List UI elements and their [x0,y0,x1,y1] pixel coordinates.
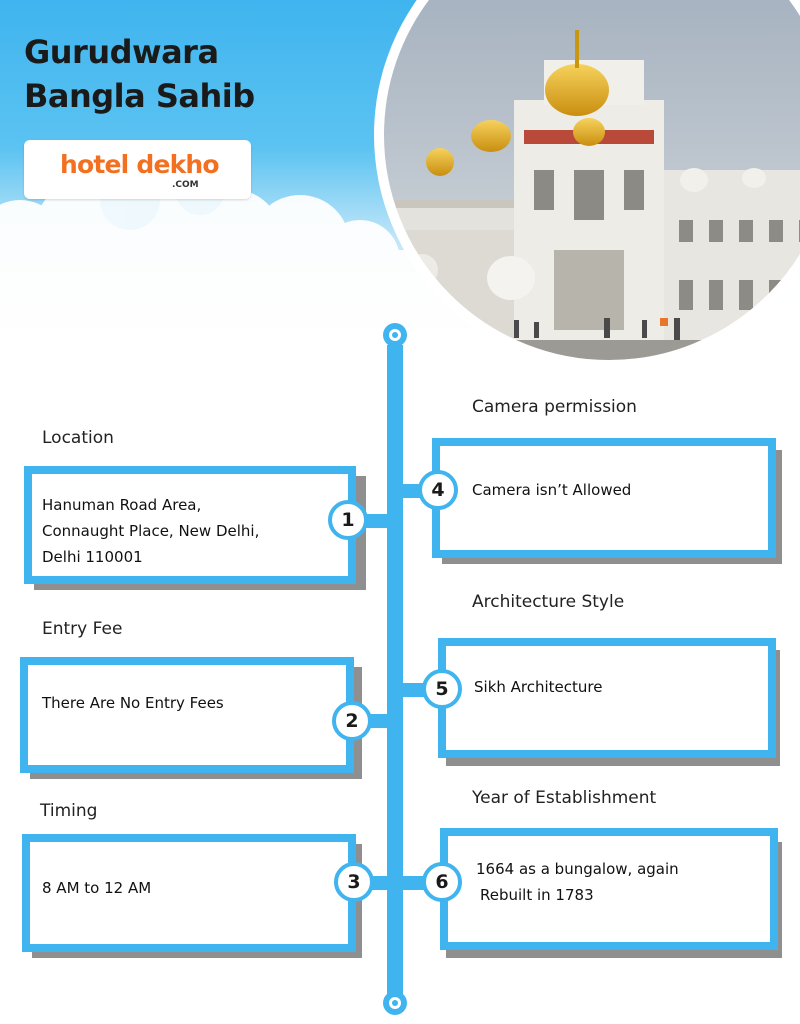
card-text-year [476,856,679,908]
logo-suffix-text: .COM [172,180,199,190]
label-architecture-style: Architecture Style [472,592,625,612]
architecture-line-1: Sikh Architecture [474,678,603,696]
badge-5: 5 [422,669,462,709]
badge-6: 6 [422,862,462,902]
label-timing: Timing [40,801,98,821]
year-line-1: 1664 as a bungalow, again [476,860,679,878]
card-text-camera [472,477,631,503]
title-line-2: Bangla Sahib [24,77,255,115]
entry-fee-line-1: There Are No Entry Fees [42,694,224,712]
card-text-architecture [474,674,602,700]
label-entry-fee: Entry Fee [42,619,123,639]
hoteldekho-logo[interactable] [24,140,251,199]
timeline-bottom-knob-icon [382,990,408,1016]
badge-4: 4 [418,470,458,510]
timing-line-1: 8 AM to 12 AM [42,879,152,897]
label-location: Location [42,428,114,448]
logo-brand-text: hotel dekho [60,150,219,179]
year-line-2: Rebuilt in 1783 [480,886,594,904]
label-year-of-establishment: Year of Establishment [472,788,657,808]
location-line-1: Hanuman Road Area, [42,496,202,514]
timeline-spine [387,345,403,995]
location-line-2: Connaught Place, New Delhi, [42,522,260,540]
badge-1: 1 [328,500,368,540]
badge-2: 2 [332,701,372,741]
card-text-timing [42,875,151,901]
label-camera-permission: Camera permission [472,397,637,417]
gurudwara-photo [374,0,800,370]
camera-line-1: Camera isn’t Allowed [472,481,632,499]
gurudwara-photo-frame [374,0,800,370]
card-text-entry-fee [42,690,224,716]
page-title [24,30,255,118]
location-line-3: Delhi 110001 [42,548,143,566]
badge-3: 3 [334,862,374,902]
title-line-1: Gurudwara [24,33,219,71]
timeline-top-knob-icon [382,322,408,348]
card-text-location [42,492,259,570]
